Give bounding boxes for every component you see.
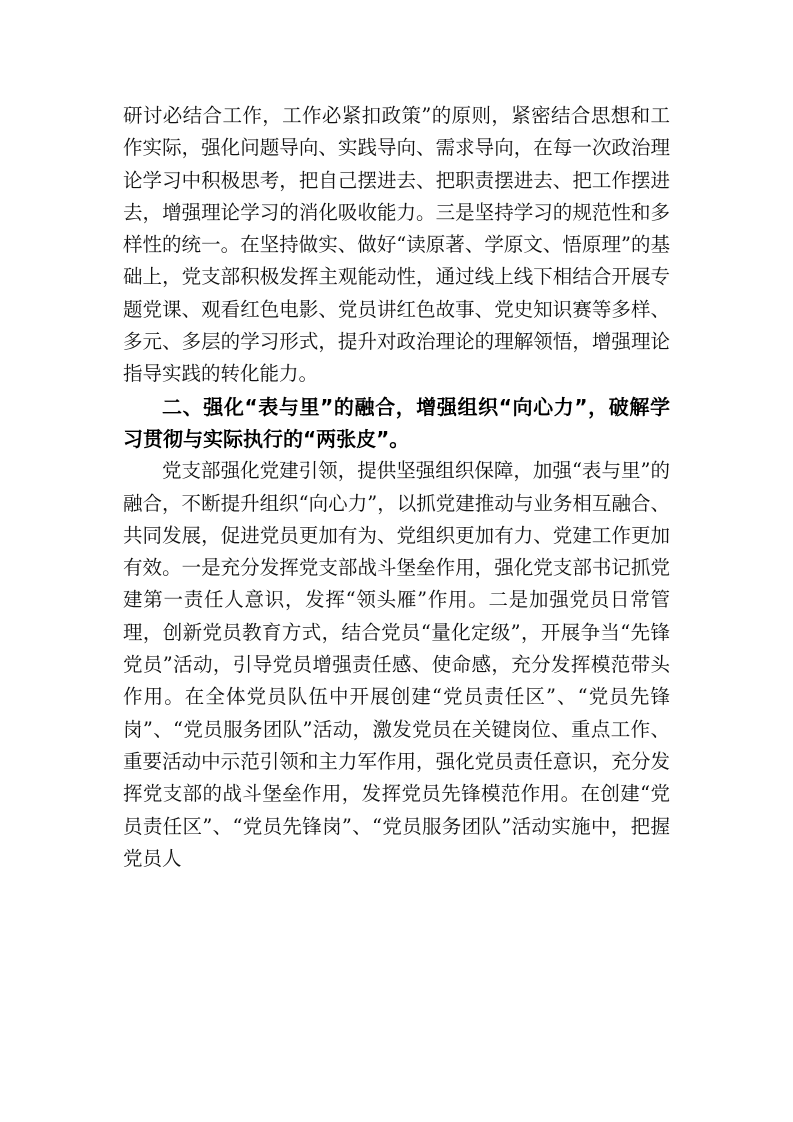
- body-paragraph-continuation: 研讨必结合工作，工作必紧扣政策”的原则，紧密结合思想和工作实际，强化问题导向、实践导向、需求导向，在每一次政治理论学习中积极思考，把自己摆进去、把职责摆进去、把工作摆进去，增强理论学习的消化吸收能力。三是坚持学习的规范性和多样性的统一。在坚持做实、做好“读原著、学原文、悟原理”的基础上，党支部积极发挥主观能动性，通过线上线下相结合开展专题党课、观看红色电影、党员讲红色故事、党史知识赛等多样、多元、多层的学习形式，提升对政治理论的理解领悟，增强理论指导实践的转化能力。: [123, 104, 670, 386]
- document-body: [123, 100, 670, 875]
- body-paragraph: 党支部强化党建引领，提供坚强组织保障，加强“表与里”的融合，不断提升组织“向心力”，以抓党建推动与业务相互融合、共同发展，促进党员更加有为、党组织更加有力、党建工作更加有效。一是充分发挥党支部战斗堡垒作用，强化党支部书记抓党建第一责任人意识，发挥“领头雁”作用。二是加强党员日常管理，创新党员教育方式，结合党员“量化定级”，开展争当“先锋党员”活动，引导党员增强责任感、使命感，充分发挥模范带头作用。在全体党员队伍中开展创建“党员责任区”、“党员先锋岗”、“党员服务团队”活动，激发党员在关键岗位、重点工作、重要活动中示范引领和主力军作用，强化党员责任意识，充分发挥党支部的战斗堡垒作用，发挥党员先锋模范作用。在创建“党员责任区”、“党员先锋岗”、“党员服务团队”活动实施中，把握党员人: [123, 459, 670, 870]
- section-heading: 二、强化“表与里”的融合，增强组织“向心力”，破解学习贯彻与实际执行的“两张皮”。: [123, 394, 670, 451]
